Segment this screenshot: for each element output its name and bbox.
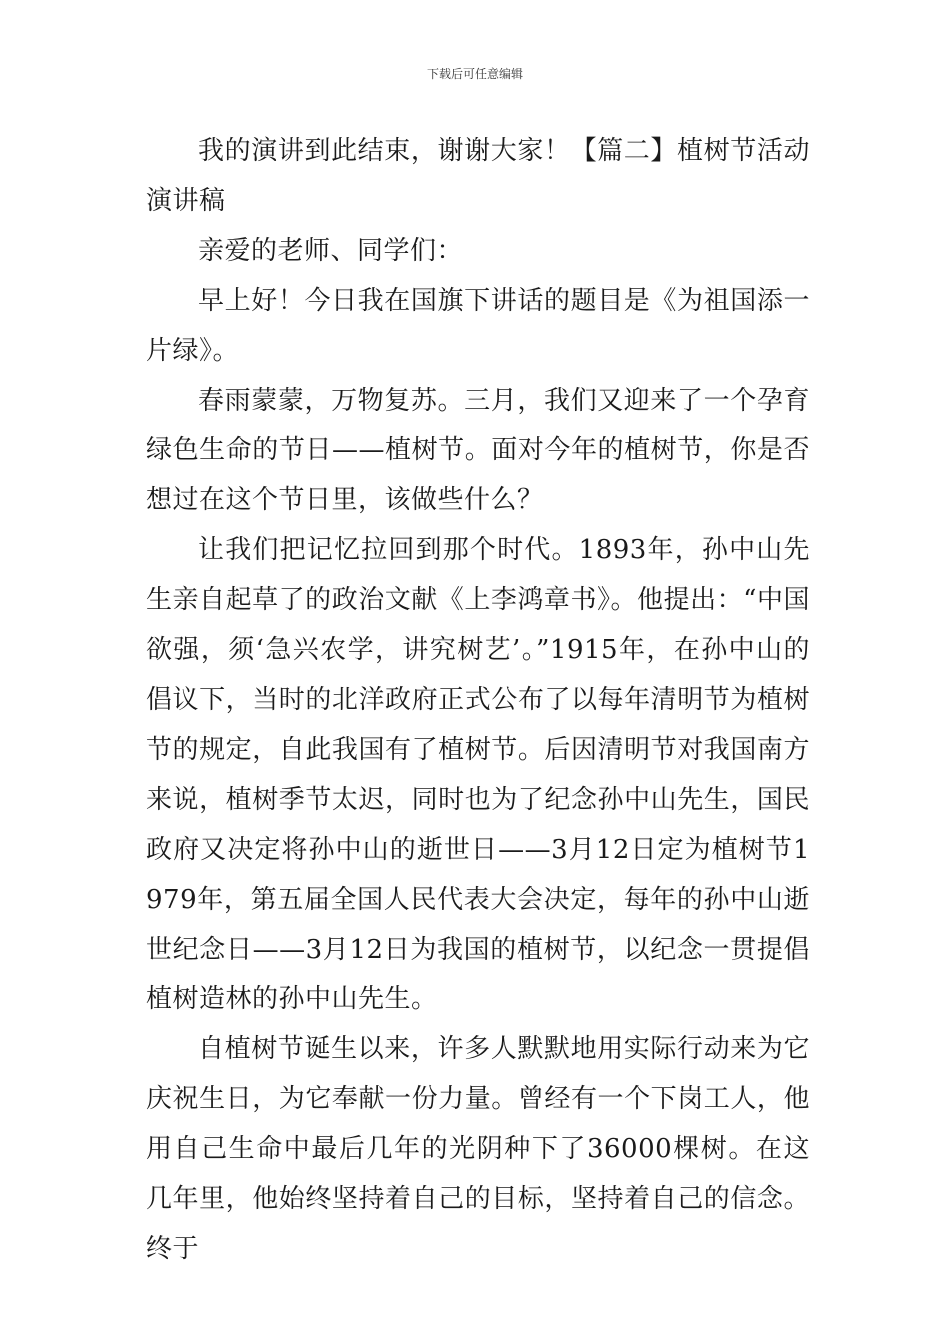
paragraph-worker: 自植树节诞生以来，许多人默默地用实际行动来为它庆祝生日，为它奉献一份力量。曾经有一个下岗工人，他用自己生命中最后几年的光阴种下了36000棵树。在这几年里，他始终坚持着自己的目标，坚持着自己的信念。终于 (146, 1034, 810, 1264)
paragraph-history: 让我们把记忆拉回到那个时代。1893年，孙中山先生亲自起草了的政治文献《上李鸿章书》。他提出：“中国欲强，须‘急兴农学，讲究树艺’。”1915年，在孙中山的倡议下，当时的北洋政府正式公布了以每年清明节为植树节的规定，自此我国有了植树节。后因清明节对我国南方来说，植树季节太迟，同时也为了纪念孙中山先生，国民政府又决定将孙中山的逝世日——3月12日定为植树节1979年，第五届全国人民代表大会决定，每年的孙中山逝世纪念日——3月12日为我国的植树节，以纪念一贯提倡植树造林的孙中山先生。 (146, 535, 810, 1015)
document-body (146, 127, 810, 1275)
paragraph-spring: 春雨蒙蒙，万物复苏。三月，我们又迎来了一个孕育绿色生命的节日——植树节。面对今年的植树节，你是否想过在这个节日里，该做些什么？ (146, 385, 810, 516)
paragraph-salutation: 亲爱的老师、同学们： (198, 235, 464, 266)
page-header-note: 下载后可任意编辑 (426, 67, 523, 81)
paragraph-greeting: 早上好！今日我在国旗下讲话的题目是《为祖国添一片绿》。 (146, 285, 810, 366)
paragraph-closing: 我的演讲到此结束，谢谢大家！【篇二】植树节活动演讲稿 (146, 136, 810, 216)
